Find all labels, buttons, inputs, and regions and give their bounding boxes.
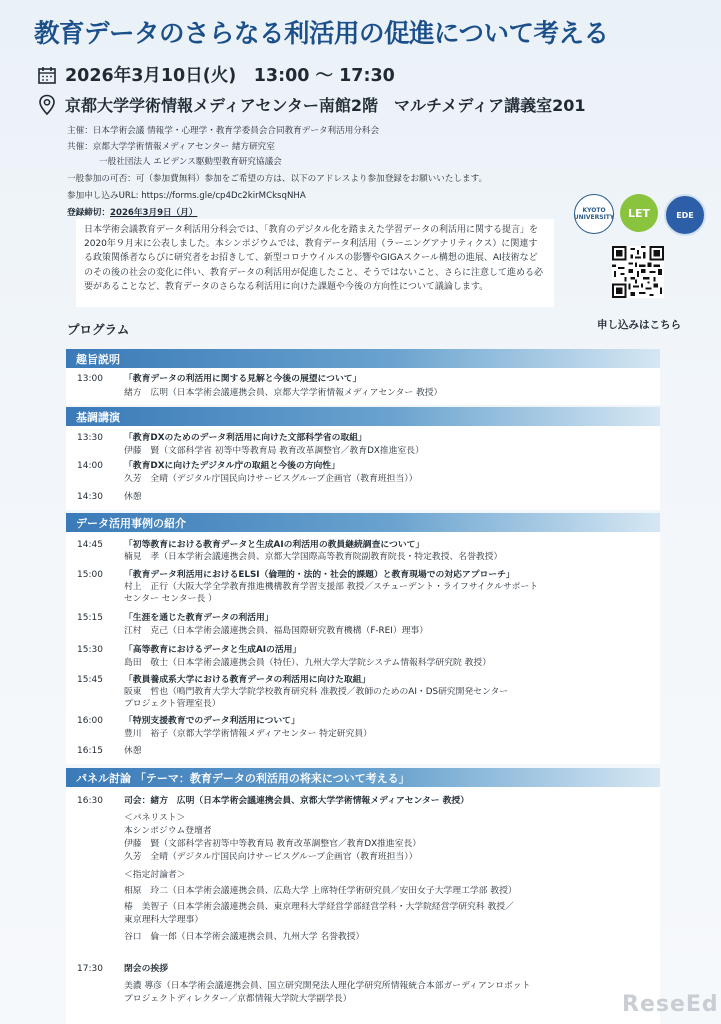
registration-url[interactable]: 参加申し込みURL: https://forms.gle/cp4Dc2kirMCksqNHA: [67, 191, 306, 201]
section-keynote: [66, 407, 660, 426]
item-time: 15:15: [77, 613, 103, 623]
deadline-date: 2026年3月9日（月）: [109, 208, 198, 218]
deadline-label: 登録締切：: [67, 208, 110, 218]
logo-let-label: LET: [627, 206, 651, 220]
public-participation: 一般参加の可否：可（参加費無料）参加をご希望の方は、以下のアドレスより参加登録をお願いいたします。: [67, 174, 488, 184]
discussants-heading: ＜指定討論者＞: [124, 870, 186, 880]
item-title: 休憩: [124, 492, 142, 502]
item-speaker-cont: センター センター長 ）: [124, 594, 217, 604]
moderator: 司会：緒方 広明（日本学術会議連携会員、京都大学学術情報メディアセンター 教授）: [124, 796, 469, 806]
qr-caption: 申し込みはこちら: [597, 319, 681, 331]
item-time: 17:30: [77, 964, 103, 974]
item-time: 14:30: [77, 492, 103, 502]
watermark-logo: ReseEd: [622, 992, 719, 1017]
item-speaker: 楠見 孝（日本学術会議連携会員、京都大学国際高等教育院副教育院長・特定教授、名誉教授）: [124, 552, 503, 562]
item-title: 「生涯を通じた教育データの利活用」: [124, 613, 274, 623]
item-time: 13:30: [77, 433, 103, 443]
section-label: 趣旨説明: [76, 352, 120, 366]
item-speaker: 緒方 広明（日本学術会議連携会員、京都大学学術情報メディアセンター 教授）: [124, 388, 443, 398]
panelist: 久芳 全晴（デジタル庁国民向けサービスグループ企画官（教育班担当））: [124, 852, 418, 862]
schedule-block-keynote: [66, 426, 660, 510]
intro-text: 日本学術会議教育データ利活用分科会では、「教育のデジタル化を踏まえた学習データの利活用に関する提言」を2020年９月末に公表しました。本シンポジウムでは、教育データ利活用（ラーニングアナリティクス）に関連する政策関係者ならびに研究者をお招きして、新型コロナウイルスの影響やGIGAスクール構想の進展、AI技術などのその後の社会の変化に伴い、教育データの利活用が促進したこと、そうではないこと、さらに注意して進める必要があることなど、教育データのさらなる利活用に向けた課題や今後の方向性について議論します。: [76, 219, 554, 307]
section-case-studies: [66, 513, 660, 532]
section-label: 基調講演: [76, 410, 120, 424]
registration-deadline: [67, 206, 197, 218]
discussant: 椿 美智子（日本学術会議連携会員、東京理科大学経営学部経営学科・大学院経営学研究科 教授／: [124, 902, 514, 912]
item-title: 休憩: [124, 746, 142, 756]
item-title: 「教育DXのためのデータ利活用に向けた文部科学省の取組」: [124, 433, 367, 443]
item-title: 「教育DXに向けたデジタル庁の取組と今後の方向性」: [124, 461, 340, 471]
panelist: 本シンポジウム登壇者: [124, 826, 212, 836]
let-logo: [620, 194, 658, 232]
item-speaker: 江村 克己（日本学術会議連携会員、福島国際研究教育機構（F-REI）理事）: [124, 626, 429, 636]
item-title: 閉会の挨拶: [124, 964, 168, 974]
panelist: 伊藤 賢（文部科学省初等中等教育局 教育改革調整官／教育DX推進室長）: [124, 839, 422, 849]
item-time: 16:15: [77, 746, 103, 756]
cosponsor-1: 共催：京都大学学術情報メディアセンター 緒方研究室: [67, 142, 275, 152]
item-speaker: 伊藤 賢（文部科学省 初等中等教育局 教育改革調整官／教育DX推進室長）: [124, 446, 424, 456]
section-label: データ活用事例の紹介: [76, 516, 186, 530]
item-title: 「高等教育におけるデータと生成AIの活用」: [124, 645, 302, 655]
schedule-block-panel: [66, 787, 660, 1024]
item-time: 15:00: [77, 570, 103, 580]
item-time: 14:45: [77, 540, 103, 550]
event-date: 2026年3月10日(火) 13:00 ～ 17:30: [65, 66, 395, 86]
calendar-icon: [37, 65, 57, 85]
logo-group: [574, 194, 706, 236]
discussant-cont: 東京理科大学理事）: [124, 915, 204, 925]
discussant: 相原 玲二（日本学術会議連携会員、広島大学 上席特任学術研究員／安田女子大学理工学部 教授）: [124, 886, 517, 896]
item-title: 「初等教育における教育データと生成AIの利活用の教員継続調査について」: [124, 540, 425, 550]
event-venue: 京都大学学術情報メディアセンター南館2階 マルチメディア講義室201: [65, 96, 586, 115]
panelists-heading: ＜パネリスト＞: [124, 813, 186, 823]
item-speaker: 美濃 導彦（日本学術会議連携会員、国立研究開発法人理化学研究所情報統合本部ガーディアンロボット: [124, 981, 531, 991]
item-title: 「教育データの利活用に関する見解と今後の展望について」: [124, 374, 362, 384]
item-speaker-cont: プロジェクト管理室長）: [124, 699, 221, 709]
item-title: 「特別支援教育でのデータ利活用について」: [124, 716, 300, 726]
item-time: 14:00: [77, 461, 103, 471]
item-speaker-cont: プロジェクトディレクター／京都情報大学院大学副学長）: [124, 994, 352, 1004]
schedule-block-opening: [66, 368, 660, 405]
item-speaker: 久芳 全晴（デジタル庁国民向けサービスグループ企画官（教育班担当））: [124, 474, 418, 484]
item-speaker: 村上 正行（大阪大学全学教育推進機構教育学習支援部 教授／スチューデント・ライフサイクルサポート: [124, 582, 539, 592]
schedule-block-case-studies: [66, 532, 660, 764]
item-speaker: 阪東 哲也（鳴門教育大学大学院学校教育研究科 准教授／教師のためのAI・DS研究開発センター: [124, 687, 509, 697]
item-time: 16:00: [77, 716, 103, 726]
location-pin-icon: [37, 94, 57, 116]
item-speaker: 島田 敬士（日本学術会議連携会員（特任）、九州大学大学院システム情報科学研究院 教授）: [124, 658, 491, 668]
page-title: 教育データのさらなる利活用の促進について考える: [34, 19, 609, 49]
item-speaker: 豊川 裕子（京都大学学術情報メディアセンター 特定研究員）: [124, 729, 372, 739]
item-title: 「教員養成系大学における教育データの利活用に向けた取組」: [124, 675, 371, 685]
item-time: 13:00: [77, 374, 103, 384]
section-opening: [66, 349, 660, 368]
logo-kyoto-label: KYOTO UNIVERSITY: [573, 207, 615, 221]
section-label: パネル討論 「テーマ：教育データの利活用の将来について考える」: [76, 771, 410, 785]
cosponsor-2: 一般社団法人 エビデンス駆動型教育研究協議会: [99, 157, 282, 167]
program-heading: プログラム: [67, 322, 130, 337]
date-row: [37, 62, 395, 87]
qr-code[interactable]: [612, 246, 664, 298]
item-time: 15:45: [77, 675, 103, 685]
venue-row: [37, 93, 586, 116]
logo-ede-label: EDE: [676, 210, 694, 220]
ede-logo: [664, 194, 706, 236]
item-time: 15:30: [77, 645, 103, 655]
section-panel: [66, 768, 660, 787]
item-time: 16:30: [77, 796, 103, 806]
discussant: 谷口 倫一郎（日本学術会議連携会員、九州大学 名誉教授）: [124, 932, 365, 942]
item-title: 「教育データ利活用におけるELSI（倫理的・法的・社会的課題）と教育現場での対応アプローチ」: [124, 570, 515, 580]
kyoto-university-logo: [574, 194, 614, 234]
organizer: 主催：日本学術会議 情報学・心理学・教育学委員会合同教育データ利活用分科会: [67, 126, 380, 136]
